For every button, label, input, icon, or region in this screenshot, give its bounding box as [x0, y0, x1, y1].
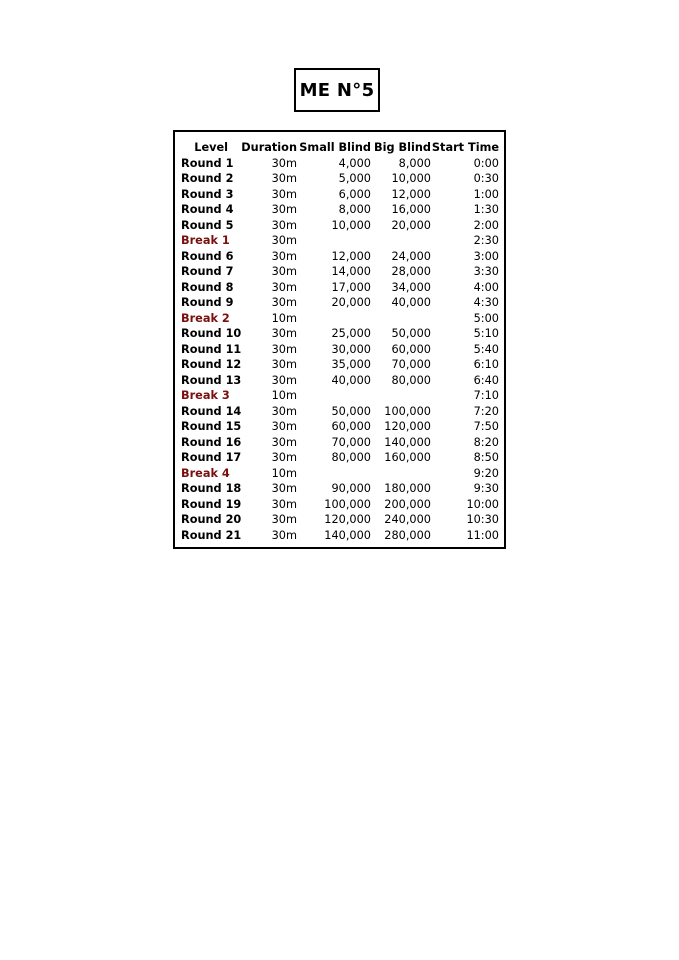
table-row: [181, 450, 499, 466]
table-header-row: [181, 140, 499, 156]
cell-big-blind: [371, 388, 431, 404]
cell-small-blind: 60,000: [331, 420, 371, 433]
cell-small-blind: 70,000: [331, 435, 371, 449]
cell-level: Round 9: [181, 296, 234, 309]
cell-level: Round 15: [181, 420, 242, 433]
cell-small-blind: 10,000: [331, 218, 371, 232]
cell-small-blind: 80,000: [331, 451, 371, 464]
cell-small-blind: 50,000: [331, 404, 371, 418]
cell-level: Break 4: [181, 466, 230, 480]
cell-start-time: 6:40: [473, 373, 499, 387]
table-row: [181, 295, 499, 311]
cell-small-blind: 90,000: [331, 482, 371, 495]
cell-big-blind: 160,000: [384, 451, 431, 464]
cell-level: Round 5: [181, 218, 234, 232]
cell-start-time: 2:30: [473, 234, 499, 247]
cell-big-blind: 240,000: [384, 513, 431, 526]
table-row: [181, 156, 499, 172]
cell-level: Round 6: [181, 249, 234, 263]
cell-level: Round 12: [181, 358, 242, 371]
cell-duration: 30m: [271, 203, 297, 216]
cell-level: Round 3: [181, 187, 234, 201]
table-row: [181, 326, 499, 342]
table-row-break: [181, 466, 499, 482]
header-start-time: Start Time: [431, 141, 499, 154]
cell-start-time: 2:00: [473, 218, 499, 232]
cell-level: Round 20: [181, 513, 242, 526]
cell-big-blind: 20,000: [391, 218, 431, 232]
cell-level: Round 7: [181, 265, 234, 278]
cell-big-blind: 200,000: [384, 497, 431, 511]
blind-schedule-table: [181, 140, 499, 543]
cell-big-blind: [371, 311, 431, 327]
cell-duration: 30m: [271, 296, 297, 309]
cell-level: Round 2: [181, 172, 234, 185]
table-row: [181, 497, 499, 513]
cell-small-blind: [299, 233, 371, 249]
cell-small-blind: 4,000: [338, 156, 371, 170]
cell-level: Round 21: [181, 528, 242, 542]
cell-big-blind: 180,000: [384, 482, 431, 495]
page-title-text: ME N°5: [299, 79, 375, 101]
cell-small-blind: 20,000: [331, 296, 371, 309]
table-row: [181, 373, 499, 389]
cell-start-time: 9:30: [473, 482, 499, 495]
cell-duration: 10m: [271, 311, 297, 325]
table-row: [181, 481, 499, 497]
cell-big-blind: 8,000: [398, 156, 431, 170]
cell-big-blind: 100,000: [384, 404, 431, 418]
cell-big-blind: 280,000: [384, 528, 431, 542]
cell-small-blind: 8,000: [338, 203, 371, 216]
cell-small-blind: 100,000: [324, 497, 371, 511]
table-row: [181, 249, 499, 265]
cell-duration: 30m: [271, 156, 297, 170]
cell-duration: 30m: [271, 358, 297, 371]
cell-level: Round 16: [181, 435, 242, 449]
cell-big-blind: [371, 233, 431, 249]
table-row: [181, 187, 499, 203]
cell-big-blind: 12,000: [391, 187, 431, 201]
cell-duration: 30m: [271, 373, 297, 387]
header-level: Level: [194, 141, 229, 154]
table-row: [181, 218, 499, 234]
cell-big-blind: 60,000: [391, 342, 431, 356]
cell-duration: 30m: [271, 265, 297, 278]
cell-start-time: 3:30: [473, 265, 499, 278]
cell-level: Break 3: [181, 389, 230, 402]
cell-start-time: 10:00: [466, 497, 499, 511]
table-row: [181, 171, 499, 187]
cell-big-blind: [371, 466, 431, 482]
cell-small-blind: 40,000: [331, 373, 371, 387]
cell-duration: 30m: [271, 451, 297, 464]
cell-duration: 30m: [271, 327, 297, 340]
cell-level: Round 13: [181, 373, 242, 387]
table-body: [181, 156, 499, 544]
cell-big-blind: 34,000: [391, 280, 431, 294]
cell-start-time: 0:30: [473, 172, 499, 185]
cell-duration: 10m: [271, 389, 297, 402]
cell-small-blind: 30,000: [331, 342, 371, 356]
cell-duration: 30m: [271, 342, 297, 356]
cell-big-blind: 80,000: [391, 373, 431, 387]
cell-start-time: 9:20: [473, 466, 499, 480]
cell-start-time: 8:50: [473, 451, 499, 464]
cell-small-blind: 14,000: [331, 265, 371, 278]
cell-big-blind: 120,000: [384, 420, 431, 433]
cell-start-time: 8:20: [473, 435, 499, 449]
blind-schedule-panel: [173, 130, 506, 549]
cell-start-time: 10:30: [466, 513, 499, 526]
cell-small-blind: 5,000: [338, 172, 371, 185]
cell-start-time: 5:40: [473, 342, 499, 356]
table-row: [181, 202, 499, 218]
cell-start-time: 7:10: [473, 389, 499, 402]
cell-small-blind: 35,000: [331, 358, 371, 371]
cell-start-time: 5:10: [473, 327, 499, 340]
cell-start-time: 7:20: [473, 404, 499, 418]
table-row: [181, 528, 499, 544]
cell-small-blind: 25,000: [331, 327, 371, 340]
table-row: [181, 342, 499, 358]
cell-duration: 30m: [271, 528, 297, 542]
cell-big-blind: 40,000: [391, 296, 431, 309]
cell-duration: 30m: [271, 187, 297, 201]
cell-big-blind: 28,000: [391, 265, 431, 278]
cell-duration: 30m: [271, 249, 297, 263]
cell-start-time: 6:10: [473, 358, 499, 371]
cell-big-blind: 140,000: [384, 435, 431, 449]
cell-level: Round 17: [181, 451, 242, 464]
table-row-break: [181, 388, 499, 404]
cell-start-time: 11:00: [466, 528, 499, 542]
cell-level: Round 4: [181, 203, 234, 216]
table-row: [181, 280, 499, 296]
table-row: [181, 435, 499, 451]
table-row: [181, 357, 499, 373]
table-row: [181, 512, 499, 528]
table-row: [181, 264, 499, 280]
cell-duration: 10m: [271, 466, 297, 480]
cell-level: Round 1: [181, 156, 234, 170]
cell-start-time: 1:30: [473, 203, 499, 216]
cell-big-blind: 50,000: [391, 327, 431, 340]
cell-big-blind: 10,000: [391, 172, 431, 185]
cell-start-time: 1:00: [473, 187, 499, 201]
table-row-break: [181, 311, 499, 327]
header-small-blind: Small Blind: [299, 141, 371, 154]
cell-small-blind: [299, 311, 371, 327]
cell-start-time: 4:30: [473, 296, 499, 309]
cell-small-blind: 12,000: [331, 249, 371, 263]
cell-level: Round 10: [181, 327, 242, 340]
cell-duration: 30m: [271, 172, 297, 185]
cell-duration: 30m: [271, 420, 297, 433]
cell-start-time: 0:00: [473, 156, 499, 170]
cell-level: Round 8: [181, 280, 234, 294]
cell-small-blind: 17,000: [331, 280, 371, 294]
cell-big-blind: 16,000: [391, 203, 431, 216]
cell-duration: 30m: [271, 234, 297, 247]
cell-level: Round 18: [181, 482, 242, 495]
cell-duration: 30m: [271, 497, 297, 511]
cell-small-blind: 6,000: [338, 187, 371, 201]
cell-duration: 30m: [271, 280, 297, 294]
cell-big-blind: 24,000: [391, 249, 431, 263]
cell-start-time: 5:00: [473, 311, 499, 325]
cell-start-time: 3:00: [473, 249, 499, 263]
cell-start-time: 7:50: [473, 420, 499, 433]
cell-start-time: 4:00: [473, 280, 499, 294]
cell-duration: 30m: [271, 435, 297, 449]
cell-duration: 30m: [271, 218, 297, 232]
cell-small-blind: [299, 466, 371, 482]
cell-level: Round 19: [181, 497, 242, 511]
table-row: [181, 404, 499, 420]
cell-small-blind: 120,000: [324, 513, 371, 526]
table-row-break: [181, 233, 499, 249]
cell-duration: 30m: [271, 404, 297, 418]
cell-big-blind: 70,000: [391, 358, 431, 371]
cell-small-blind: 140,000: [324, 528, 371, 542]
cell-level: Break 2: [181, 311, 230, 325]
page-title: [294, 68, 380, 112]
cell-duration: 30m: [271, 482, 297, 495]
header-duration: Duration: [241, 141, 297, 154]
cell-level: Round 14: [181, 404, 242, 418]
cell-small-blind: [299, 388, 371, 404]
cell-level: Break 1: [181, 234, 230, 247]
header-big-blind: Big Blind: [374, 141, 431, 154]
table-row: [181, 419, 499, 435]
cell-duration: 30m: [271, 513, 297, 526]
cell-level: Round 11: [181, 342, 242, 356]
